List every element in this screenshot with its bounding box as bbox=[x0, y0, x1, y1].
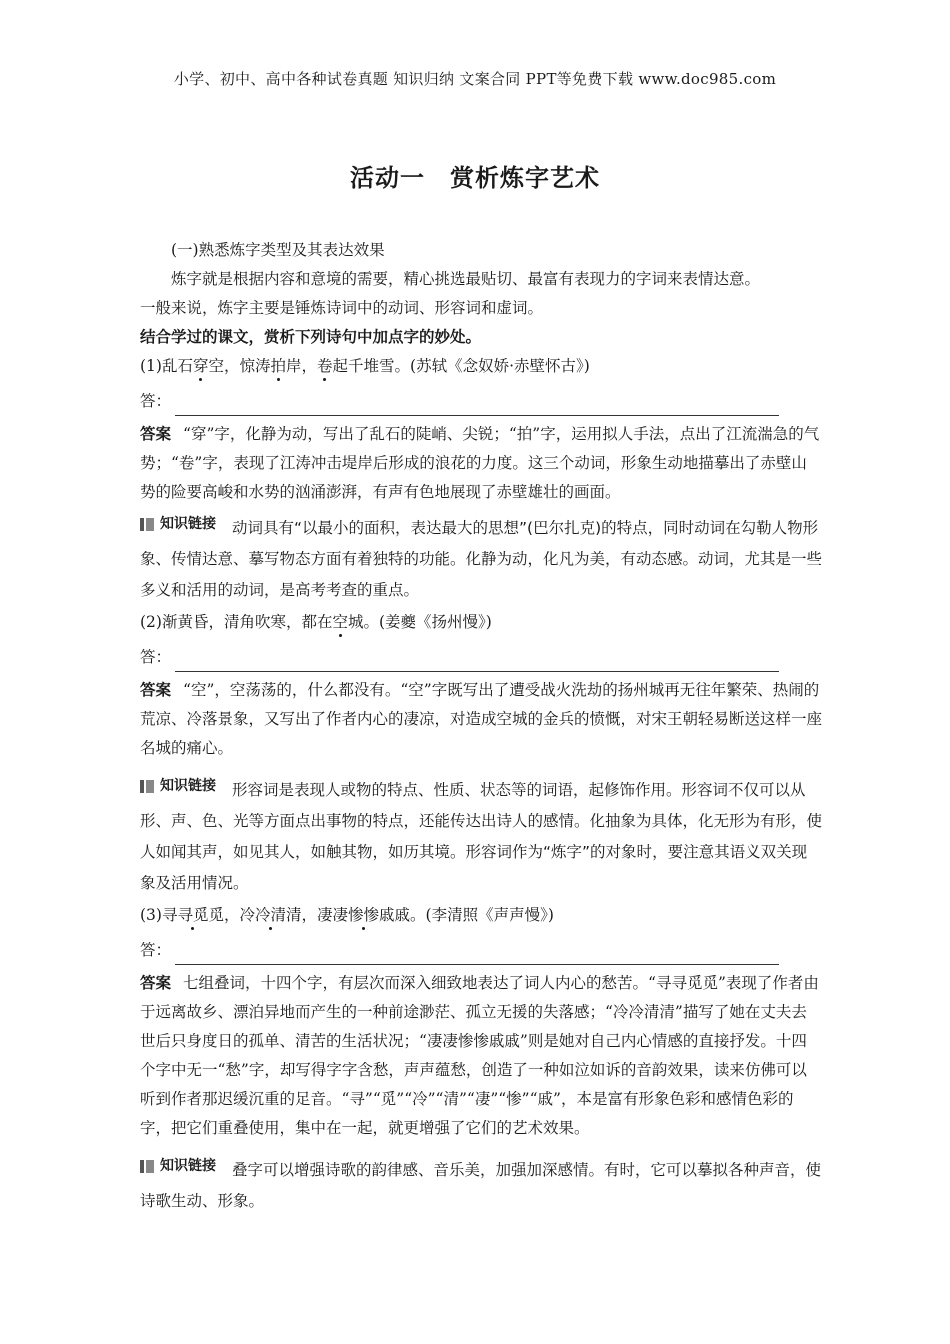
question-2 bbox=[140, 608, 822, 637]
q3-answer-text: 七组叠词，十四个字，有层次而深入细致地表达了词人内心的愁苦。“寻寻觅觅”表现了作者由于远离故乡、漂泊异地而产生的一种前途渺茫、孤立无援的失落感；“冷冷清清”描写了她在丈夫去世后只身度日的孤单、清苦的生活状况；“凄凄惨惨戚戚”则是她对自己内心情感的直接抒发。十四个字中无一“愁”字，却写得字字含愁，声声蕴愁，创造了一种如泣如诉的音韵效果，读来仿佛可以听到作者那迟缓沉重的足音。“寻”“觅”“冷”“清”“凄”“惨”“戚”，本是富有形象色彩和感情色彩的字，把它们重叠使用，集中在一起，就更增强了它们的艺术效果。 bbox=[140, 974, 819, 1137]
q2-dotted-word: 空 bbox=[332, 613, 348, 631]
q3-link-text: 叠字可以增强诗歌的韵律感、音乐美，加强加深感情。有时，它可以摹拟各种声音，使诗歌生动、形象。 bbox=[140, 1161, 822, 1210]
answer-prompt: 答： bbox=[140, 392, 172, 410]
q3-knowledge-link bbox=[140, 1151, 822, 1217]
q3-text: ， bbox=[301, 906, 318, 924]
question-1 bbox=[140, 352, 822, 381]
badge-block-icon bbox=[146, 1160, 154, 1173]
q3-dotted-word: 寻寻觅觅 bbox=[161, 906, 224, 924]
answer-prompt: 答： bbox=[140, 648, 172, 666]
badge-block-icon bbox=[146, 518, 154, 531]
q2-text: 城。(姜夔《扬州慢》) bbox=[347, 613, 492, 631]
q1-answer-text: “穿”字，化静为动，写出了乱石的陡峭、尖锐；“拍”字，运用拟人手法，点出了江流湍急的气势；“卷”字，表现了江涛冲击堤岸后形成的浪花的力度。这三个动词，形象生动地描摹出了赤壁山势的险要高峻和水势的汹涌澎湃，有声有色地展现了赤壁雄壮的画面。 bbox=[140, 425, 820, 501]
answer-label: 答案 bbox=[140, 681, 172, 699]
answer-prompt: 答： bbox=[140, 941, 172, 959]
answer-label: 答案 bbox=[140, 425, 172, 443]
q1-text: 岸， bbox=[286, 357, 318, 375]
q1-dotted-word: 穿 bbox=[192, 357, 209, 375]
q2-text: (2)渐黄昏，清角吹寒，都在 bbox=[140, 613, 333, 631]
q3-text: 。(李清照《声声慢》) bbox=[410, 906, 554, 924]
q3-answer-line[interactable] bbox=[140, 936, 822, 965]
badge-block-icon bbox=[140, 1160, 144, 1173]
q1-answer-line[interactable] bbox=[140, 387, 822, 416]
page-header: 小学、初中、高中各种试卷真题 知识归纳 文案合同 PPT等免费下载 www.doc985.com bbox=[173, 70, 777, 88]
q1-text: (1)乱石 bbox=[140, 357, 193, 375]
q3-dotted-word: 冷冷清清 bbox=[239, 906, 302, 924]
q1-dotted-word: 卷 bbox=[317, 357, 333, 375]
answer-label: 答案 bbox=[140, 974, 172, 992]
q1-text: 起千堆雪。(苏轼《念奴娇·赤壁怀古》) bbox=[332, 357, 590, 375]
answer-blank[interactable] bbox=[175, 948, 779, 965]
q2-knowledge-link bbox=[140, 771, 822, 899]
answer-blank[interactable] bbox=[175, 399, 779, 416]
q3-text: ， bbox=[223, 906, 240, 924]
section-heading: (一)熟悉炼字类型及其表达效果 bbox=[171, 241, 385, 259]
badge-block-icon bbox=[140, 780, 144, 793]
knowledge-link-badge bbox=[140, 1151, 216, 1182]
knowledge-link-label: 知识链接 bbox=[160, 778, 216, 794]
q1-dotted-word: 拍 bbox=[270, 357, 287, 375]
q1-text: 空，惊涛 bbox=[208, 357, 271, 375]
badge-block-icon bbox=[140, 518, 144, 531]
badge-block-icon bbox=[146, 780, 154, 793]
intro-line-1: 炼字就是根据内容和意境的需要，精心挑选最贴切、最富有表现力的字词来表情达意。 bbox=[171, 270, 761, 288]
answer-blank[interactable] bbox=[175, 655, 779, 672]
q1-knowledge-link bbox=[140, 509, 822, 606]
q2-answer bbox=[140, 676, 822, 763]
knowledge-link-label: 知识链接 bbox=[160, 1158, 216, 1174]
q2-answer-text: “空”，空荡荡的，什么都没有。“空”字既写出了遭受战火洗劫的扬州城再无往年繁荣、热闹的荒凉、冷落景象，又写出了作者内心的凄凉，对造成空城的金兵的愤慨，对宋王朝轻易断送这样一座名城的痛心。 bbox=[140, 681, 823, 757]
knowledge-link-badge bbox=[140, 771, 216, 802]
q3-dotted-word: 凄凄惨惨戚戚 bbox=[317, 906, 411, 924]
knowledge-link-label: 知识链接 bbox=[160, 516, 216, 532]
page-title: 活动一 赏析炼字艺术 bbox=[350, 164, 600, 192]
q2-answer-line[interactable] bbox=[140, 643, 822, 672]
knowledge-link-badge bbox=[140, 509, 216, 540]
q3-text: (3) bbox=[140, 906, 162, 924]
question-3 bbox=[140, 901, 822, 930]
q1-link-text: 动词具有“以最小的面积，表达最大的思想”(巴尔扎克)的特点，同时动词在勾勒人物形象、传情达意、摹写物态方面有着独特的功能。化静为动，化凡为美，有动态感。动词，尤其是一些多义和活用的动词，是高考考查的重点。 bbox=[140, 519, 823, 599]
document-body bbox=[140, 236, 822, 1219]
q2-link-text: 形容词是表现人或物的特点、性质、状态等的词语，起修饰作用。形容词不仅可以从形、声、色、光等方面点出事物的特点，还能传达出诗人的感情。化抽象为具体，化无形为有形，使人如闻其声，如见其人，如触其物，如历其境。形容词作为“炼字”的对象时，要注意其语义双关现象及活用情况。 bbox=[140, 781, 823, 892]
q3-answer bbox=[140, 969, 822, 1143]
task-instruction: 结合学过的课文，赏析下列诗句中加点字的妙处。 bbox=[140, 328, 482, 346]
q1-answer bbox=[140, 420, 822, 507]
intro-line-2: 一般来说，炼字主要是锤炼诗词中的动词、形容词和虚词。 bbox=[140, 299, 544, 317]
